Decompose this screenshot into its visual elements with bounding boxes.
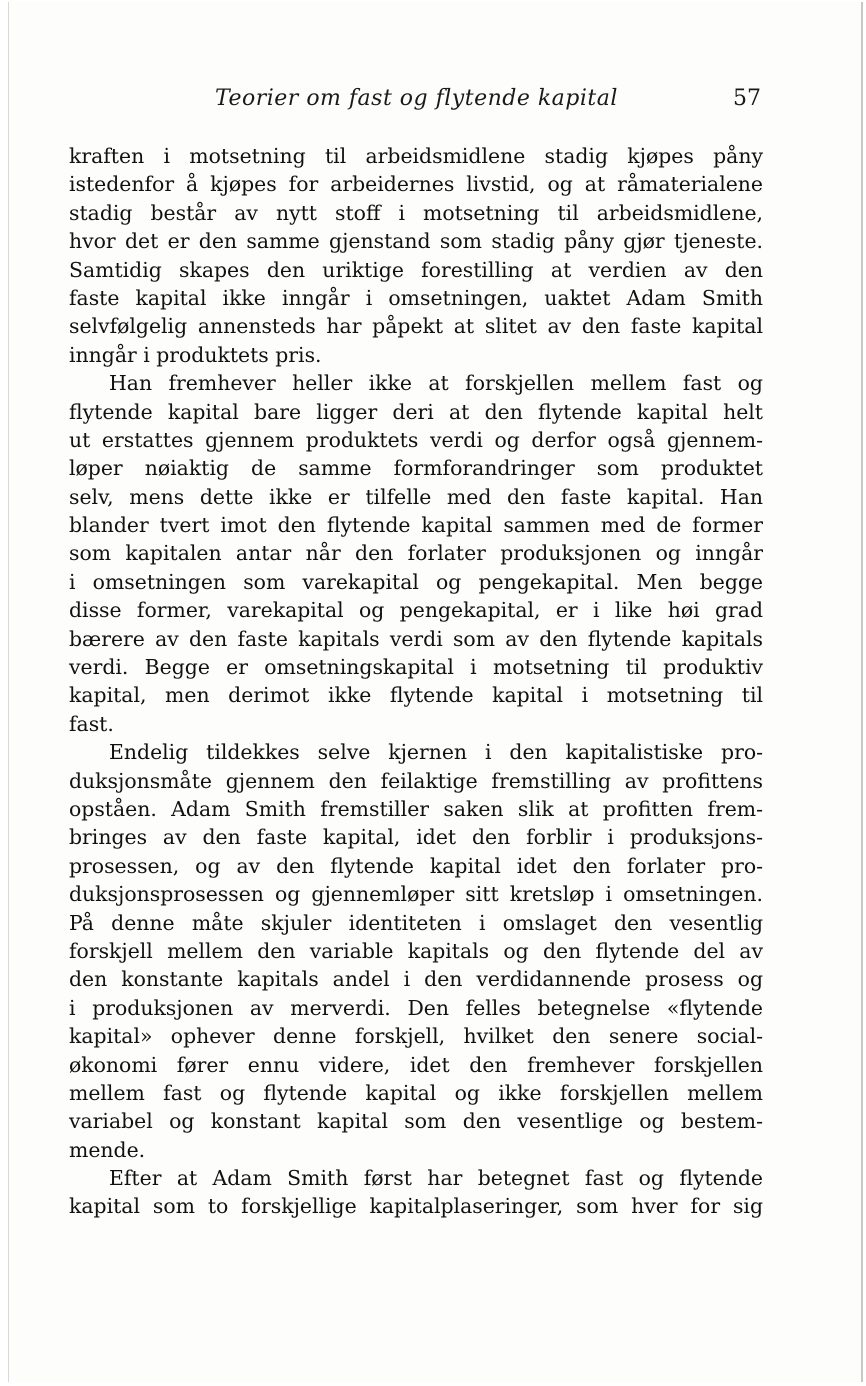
paragraph xyxy=(69,142,763,369)
text-line: prosessen, og av den flytende kapital idet den forlater pro- xyxy=(69,853,763,878)
text-line: kapital» ophever denne forskjell, hvilket den senere social- xyxy=(69,1024,763,1049)
text-line: i produksjonen av merverdi. Den felles betegnelse «flytende xyxy=(69,995,763,1020)
text-line: kapital, men derimot ikke flytende kapital i motsetning til xyxy=(69,683,763,708)
text-line: bærere av den faste kapitals verdi som av den flytende kapitals xyxy=(69,626,763,651)
text-line: fast. xyxy=(69,711,114,736)
text-line: duksjonsprosessen og gjennemløper sitt kretsløp i omsetningen. xyxy=(69,882,763,907)
text-line: disse former, varekapital og pengekapital, er i like høi grad xyxy=(69,598,763,623)
text-line: forskjell mellem den variable kapitals og den flytende del av xyxy=(69,938,763,963)
text-line: blander tvert imot den flytende kapital sammen med de former xyxy=(69,513,763,538)
text-line: På denne måte skjuler identiteten i omslaget den vesentlig xyxy=(69,910,763,935)
text-line: istedenfor å kjøpes for arbeidernes livstid, og at råmaterialene xyxy=(69,172,763,197)
text-line: kapital som to forskjellige kapitalplaseringer, som hver for sig xyxy=(69,1194,763,1219)
text-line: faste kapital ikke inngår i omsetningen, uaktet Adam Smith xyxy=(69,285,763,310)
text-line: Efter at Adam Smith først har betegnet fast og flytende xyxy=(109,1166,763,1191)
text-line: flytende kapital bare ligger deri at den flytende kapital helt xyxy=(69,399,763,424)
paragraph xyxy=(69,369,763,738)
page-header xyxy=(67,86,761,116)
text-line: inngår i produktets pris. xyxy=(69,342,322,367)
text-line: i omsetningen som varekapital og pengekapital. Men begge xyxy=(69,569,763,594)
text-line: selv, mens dette ikke er tilfelle med den faste kapital. Han xyxy=(69,484,763,509)
text-line: hvor det er den samme gjenstand som stadig påny gjør tjeneste. xyxy=(69,229,763,254)
text-line: kraften i motsetning til arbeidsmidlene stadig kjøpes påny xyxy=(69,144,763,168)
text-line: Samtidig skapes den uriktige forestilling at verdien av den xyxy=(69,257,763,282)
text-line: verdi. Begge er omsetningskapital i motsetning til produktiv xyxy=(69,655,763,680)
paragraph xyxy=(69,738,763,1164)
text-line: økonomi fører ennu videre, idet den fremhever forskjellen xyxy=(69,1052,763,1077)
text-line: den konstante kapitals andel i den verdidannende prosess og xyxy=(69,967,763,992)
text-line: selvfølgelig annensteds har påpekt at slitet av den faste kapital xyxy=(69,314,763,339)
body-text xyxy=(69,142,763,1221)
text-line: duksjonsmåte gjennem den feilaktige fremstilling av profittens xyxy=(69,768,763,793)
text-line: bringes av den faste kapital, idet den forblir i produksjons- xyxy=(69,825,763,850)
text-line: løper nøiaktig de samme formforandringer som produktet xyxy=(69,456,763,481)
running-title: Teorier om fast og flytende kapital xyxy=(215,86,618,111)
text-line: Endelig tildekkes selve kjernen i den kapitalistiske pro- xyxy=(109,740,763,765)
text-line: som kapitalen antar når den forlater produksjonen og inngår xyxy=(69,541,763,566)
book-page xyxy=(8,2,863,1382)
text-line: mende. xyxy=(69,1137,146,1162)
paragraph xyxy=(69,1164,763,1221)
text-line: variabel og konstant kapital som den vesentlige og bestem- xyxy=(69,1109,763,1134)
text-line: opståen. Adam Smith fremstiller saken slik at profitten frem- xyxy=(69,796,763,821)
text-line: Han fremhever heller ikke at forskjellen mellem fast og xyxy=(109,371,763,396)
text-line: mellem fast og flytende kapital og ikke forskjellen mellem xyxy=(69,1080,763,1105)
text-line: ut erstattes gjennem produktets verdi og derfor også gjennem- xyxy=(69,427,763,452)
text-line: stadig består av nytt stoff i motsetning til arbeidsmidlene, xyxy=(69,200,763,225)
page-number: 57 xyxy=(733,86,761,111)
